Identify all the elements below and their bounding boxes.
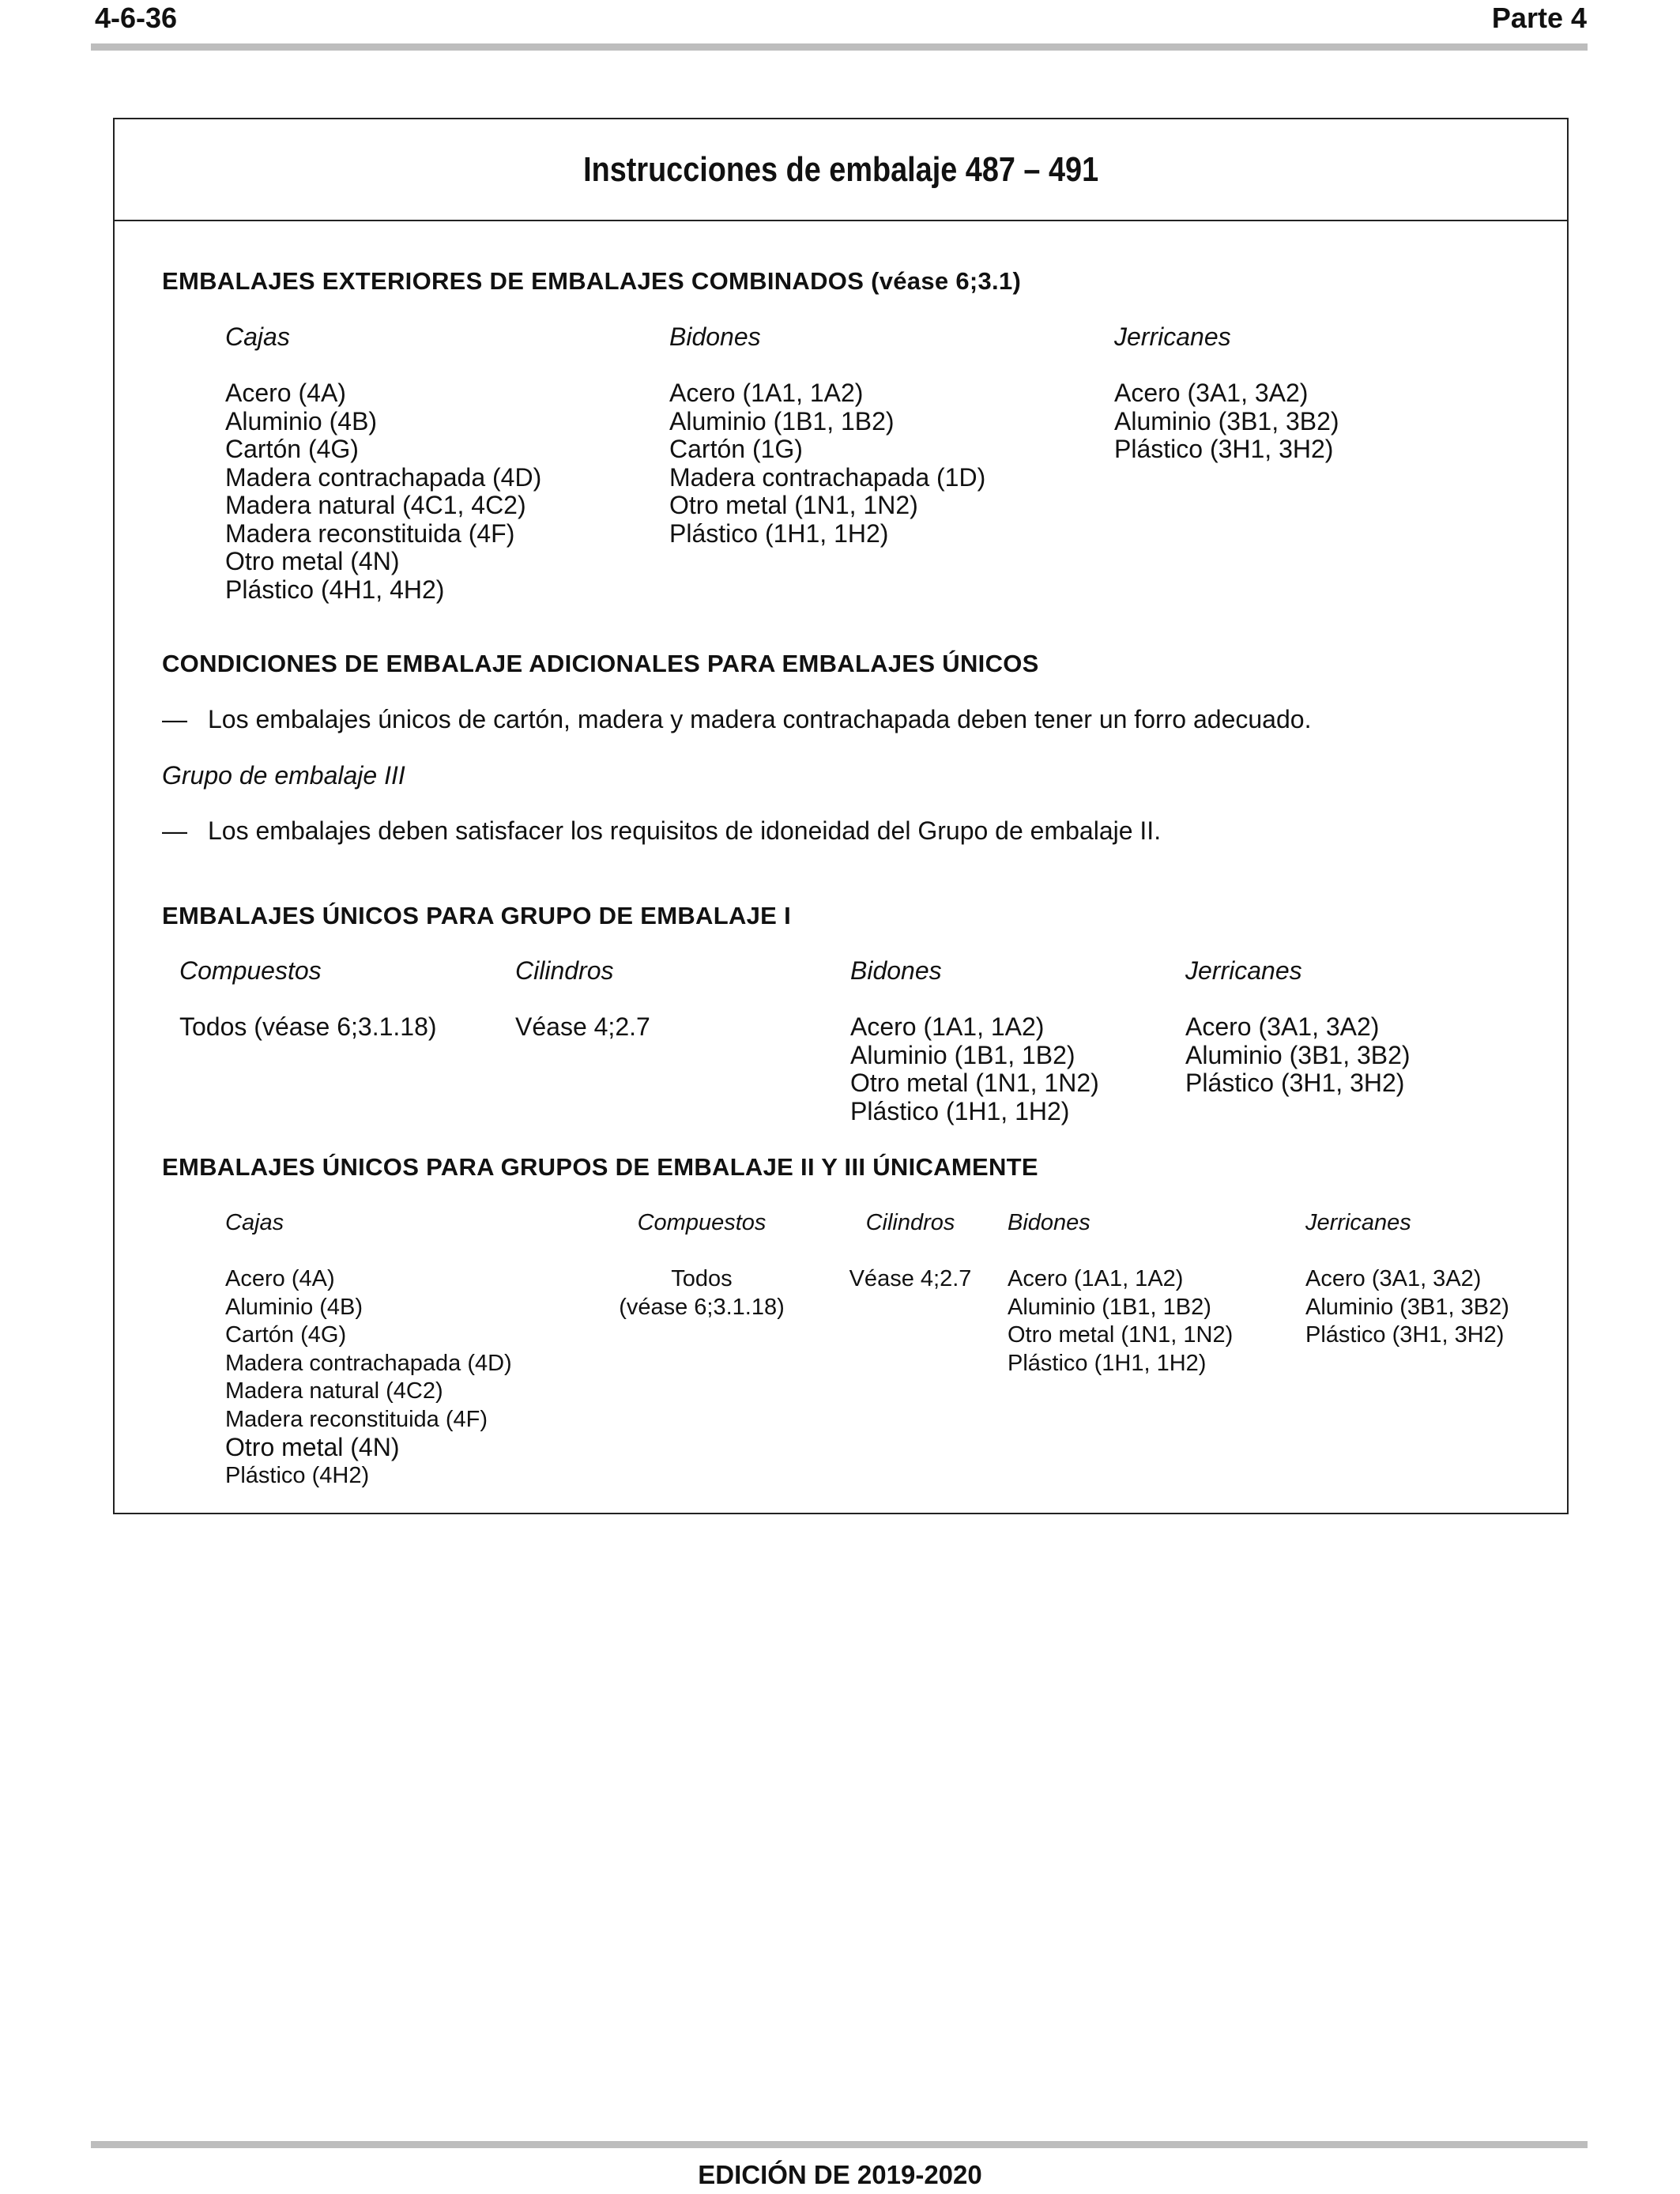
list-item: Madera natural (4C1, 4C2) <box>225 491 526 519</box>
list-item: Plástico (3H1, 3H2) <box>1114 435 1334 463</box>
list-item: Aluminio (3B1, 3B2) <box>1185 1040 1411 1069</box>
s4-col-cilindros <box>839 1209 981 1294</box>
list-item: Otro metal (1N1, 1N2) <box>1008 1322 1234 1348</box>
list-item: Plástico (4H1, 4H2) <box>225 575 445 604</box>
list-item: Plástico (1H1, 1H2) <box>669 518 889 548</box>
condition-item-1: Los embalajes únicos de cartón, madera y madera contrachapada deben tener un forro adecuado. <box>208 705 1312 733</box>
col-heading: Cilindros <box>515 956 614 985</box>
list-item: Madera contrachapada (4D) <box>225 462 542 492</box>
s1-col-jerricanes <box>1114 323 1339 464</box>
col-heading: Jerricanes <box>1114 322 1231 351</box>
s4-col-compuestos <box>610 1209 793 1321</box>
list-item: Acero (1A1, 1A2) <box>669 379 864 407</box>
list-item: Aluminio (3B1, 3B2) <box>1305 1294 1509 1320</box>
section3-heading: EMBALAJES ÚNICOS PARA GRUPO DE EMBALAJE I <box>162 902 791 929</box>
list-item: Otro metal (4N) <box>225 547 400 575</box>
section4-heading: EMBALAJES ÚNICOS PARA GRUPOS DE EMBALAJE II Y III ÚNICAMENTE <box>162 1153 1038 1181</box>
list-item: Aluminio (1B1, 1B2) <box>850 1040 1075 1069</box>
list-item: Otro metal (1N1, 1N2) <box>669 491 918 519</box>
list-item: Madera contrachapada (4D) <box>225 1350 512 1376</box>
list-item: Cartón (1G) <box>669 435 803 463</box>
list-item: Madera natural (4C2) <box>225 1378 443 1404</box>
list-item: Aluminio (4B) <box>225 1294 363 1320</box>
col-heading: Cajas <box>225 322 290 351</box>
col-heading: Bidones <box>669 322 761 351</box>
subheading-group-iii: Grupo de embalaje III <box>162 761 405 790</box>
s3-col-cilindros <box>515 957 650 1042</box>
list-item: Plástico (3H1, 3H2) <box>1185 1069 1405 1097</box>
list-item: Madera contrachapada (1D) <box>669 462 986 492</box>
col-heading: Compuestos <box>637 1210 767 1235</box>
dash-bullet: — <box>162 816 187 845</box>
s3-col-bidones <box>850 957 1099 1125</box>
list-item: Plástico (1H1, 1H2) <box>1008 1350 1207 1376</box>
list-item: Acero (4A) <box>225 1266 335 1291</box>
col-heading: Bidones <box>850 956 942 985</box>
list-item: Aluminio (1B1, 1B2) <box>669 406 895 435</box>
col-heading: Cajas <box>225 1210 284 1235</box>
footer-rule <box>91 2141 1588 2148</box>
page-number: 4-6-36 <box>95 2 178 34</box>
list-item: Acero (3A1, 3A2) <box>1185 1012 1380 1041</box>
list-item: Todos (véase 6;3.1.18) <box>179 1012 437 1041</box>
list-item: Aluminio (4B) <box>225 406 378 435</box>
list-item: Otro metal (4N) <box>225 1433 400 1461</box>
list-item: Véase 4;2.7 <box>515 1012 650 1041</box>
s4-col-cajas <box>225 1209 512 1490</box>
list-item: Madera reconstituida (4F) <box>225 1406 488 1432</box>
col-heading: Cilindros <box>865 1210 955 1235</box>
list-item: Aluminio (1B1, 1B2) <box>1008 1294 1211 1320</box>
list-item: Véase 4;2.7 <box>849 1266 972 1291</box>
col-heading: Compuestos <box>179 956 322 985</box>
list-item: (véase 6;3.1.18) <box>619 1294 785 1320</box>
col-heading: Bidones <box>1008 1210 1090 1235</box>
s3-col-jerricanes <box>1185 957 1411 1098</box>
list-item: Otro metal (1N1, 1N2) <box>850 1069 1099 1097</box>
list-item: Madera reconstituida (4F) <box>225 518 515 548</box>
s4-col-jerricanes <box>1305 1209 1509 1350</box>
list-item: Acero (1A1, 1A2) <box>1008 1266 1184 1291</box>
s4-col-bidones <box>1008 1209 1233 1378</box>
condition-item-2: Los embalajes deben satisfacer los requisitos de idoneidad del Grupo de embalaje II. <box>208 816 1162 845</box>
s1-col-cajas <box>225 323 541 604</box>
list-item: Plástico (4H2) <box>225 1462 370 1488</box>
list-item: Acero (4A) <box>225 379 346 407</box>
list-item: Acero (3A1, 3A2) <box>1305 1266 1482 1291</box>
list-item: Plástico (1H1, 1H2) <box>850 1096 1070 1125</box>
s1-col-bidones <box>669 323 985 548</box>
s3-col-compuestos <box>179 957 437 1042</box>
list-item: Acero (3A1, 3A2) <box>1114 379 1309 407</box>
page-title: Instrucciones de embalaje 487 – 491 <box>582 149 1099 189</box>
list-item: Plástico (3H1, 3H2) <box>1305 1322 1505 1348</box>
list-item: Cartón (4G) <box>225 1322 347 1348</box>
list-item: Aluminio (3B1, 3B2) <box>1114 406 1339 435</box>
title-row <box>115 119 1567 221</box>
list-item: Acero (1A1, 1A2) <box>850 1012 1045 1041</box>
list-item: Cartón (4G) <box>225 435 359 463</box>
dash-bullet: — <box>162 705 187 733</box>
list-item: Todos <box>671 1266 733 1291</box>
edition-label: EDICIÓN DE 2019-2020 <box>698 2160 982 2189</box>
part-label: Parte 4 <box>1491 2 1587 34</box>
section2-heading: CONDICIONES DE EMBALAJE ADICIONALES PARA EMBALAJES ÚNICOS <box>162 650 1039 677</box>
section1-heading: EMBALAJES EXTERIORES DE EMBALAJES COMBINADOS (véase 6;3.1) <box>162 267 1022 295</box>
header-rule <box>91 43 1588 51</box>
col-heading: Jerricanes <box>1185 956 1302 985</box>
col-heading: Jerricanes <box>1305 1210 1411 1235</box>
